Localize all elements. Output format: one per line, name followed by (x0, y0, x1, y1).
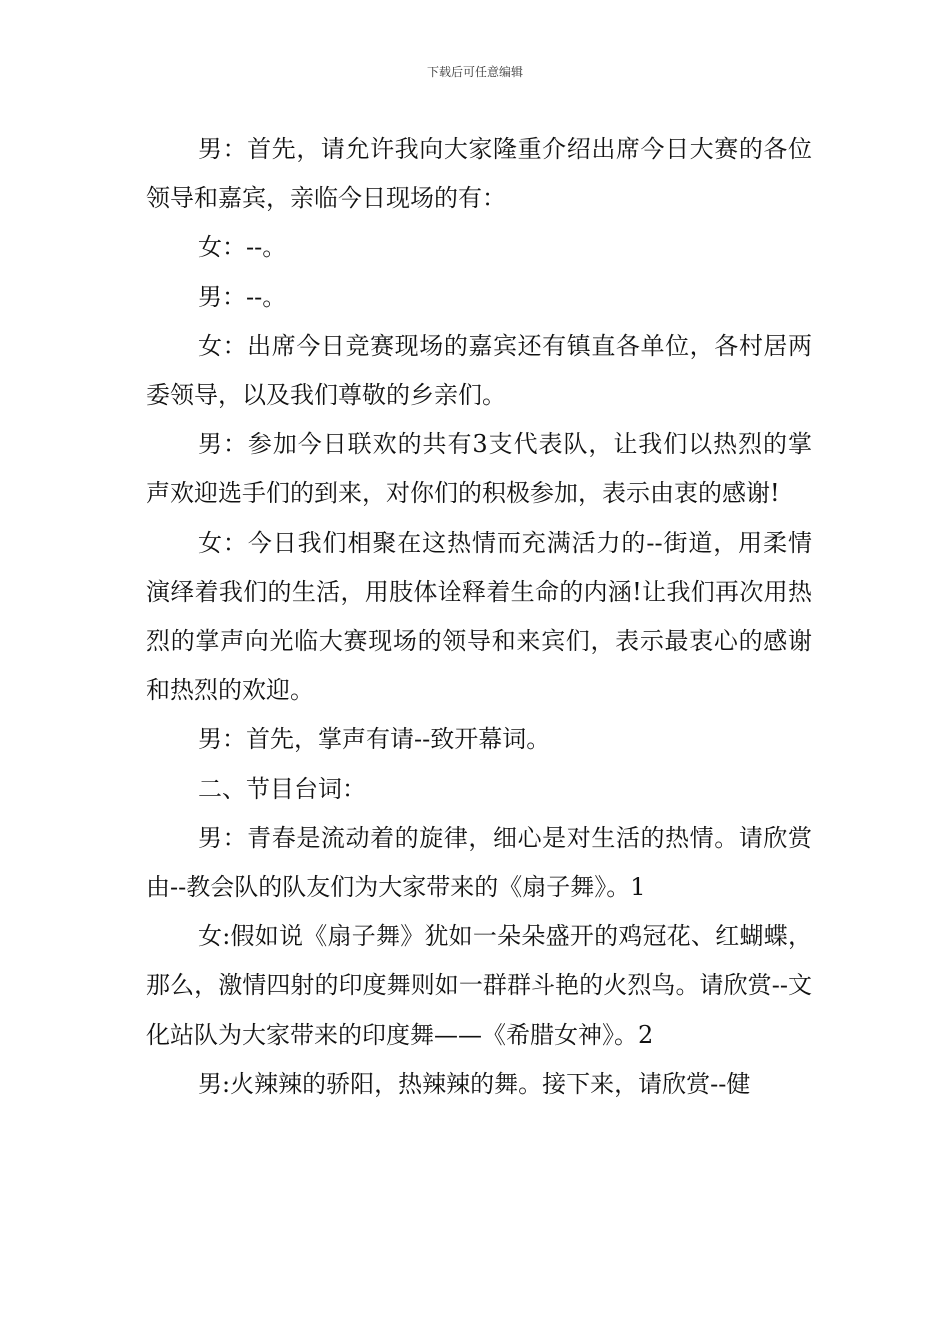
paragraph: 女：今日我们相聚在这热情而充满活力的--街道，用柔情演绎着我们的生活，用肢体诠释着生命的内涵!让我们再次用热烈的掌声向光临大赛现场的领导和来宾们，表示最衷心的感谢和热烈的欢迎。 (146, 528, 812, 705)
section-heading: 二、节目台词： (198, 774, 366, 803)
paragraph: 男：首先，请允许我向大家隆重介绍出席今日大赛的各位领导和嘉宾，亲临今日现场的有： (146, 135, 812, 213)
paragraph: 女：--。 (198, 233, 287, 262)
paragraph: 男：首先，掌声有请--致开幕词。 (198, 725, 551, 754)
paragraph: 男：--。 (198, 282, 287, 311)
document-body (146, 125, 812, 1109)
paragraph: 女：出席今日竞赛现场的嘉宾还有镇直各单位，各村居两委领导，以及我们尊敬的乡亲们。 (146, 331, 812, 410)
paragraph: 女:假如说《扇子舞》犹如一朵朵盛开的鸡冠花、红蝴蝶，那么，激情四射的印度舞则如一群群斗艳的火烈鸟。请欣赏--文化站队为大家带来的印度舞——《希腊女神》。2 (146, 922, 812, 1049)
paragraph: 男:火辣辣的骄阳，热辣辣的舞。接下来，请欣赏--健 (198, 1069, 751, 1098)
page-header: 下载后可任意编辑 (426, 65, 523, 79)
paragraph: 男：青春是流动着的旋律，细心是对生活的热情。请欣赏由--教会队的队友们为大家带来的《扇子舞》。1 (146, 823, 812, 902)
paragraph: 男：参加今日联欢的共有3支代表队，让我们以热烈的掌声欢迎选手们的到来，对你们的积极参加，表示由衷的感谢! (146, 430, 812, 508)
